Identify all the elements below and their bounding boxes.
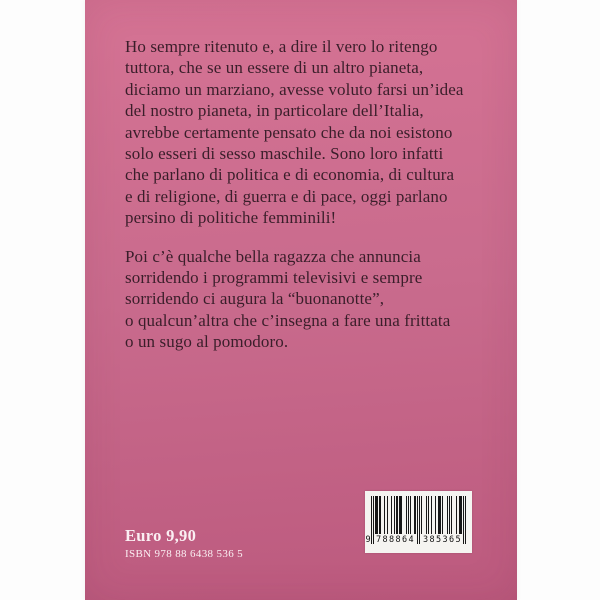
- barcode-digits: [365, 534, 472, 546]
- blurb-line: Ho sempre ritenuto e, a dire il vero lo ritengo: [125, 37, 438, 56]
- blurb-line: diciamo un marziano, avesse voluto farsi un’idea: [125, 79, 464, 99]
- blurb-paragraph-1: [125, 36, 464, 229]
- barcode-first-digit: 9: [365, 535, 371, 545]
- price-label: Euro 9,90: [125, 526, 197, 545]
- isbn-label: ISBN 978 88 6438 536 5: [125, 548, 244, 560]
- barcode-left-group: 788864: [375, 535, 416, 545]
- barcode-right-group: 385365: [422, 535, 463, 545]
- blurb-line: sorridendo i programmi televisivi e sempre: [125, 268, 423, 288]
- blurb-text: [125, 36, 464, 353]
- book-back-cover: [85, 0, 517, 600]
- blurb-line: persino di politiche femminili!: [125, 208, 337, 228]
- blurb-line: o qualcun’altra che c’insegna a fare una frittata: [125, 310, 451, 330]
- blurb-line: o un sugo al pomodoro.: [125, 332, 289, 352]
- ean13-barcode: [365, 491, 472, 553]
- blurb-line: del nostro pianeta, in particolare dell’Italia,: [125, 101, 424, 121]
- price-block: [125, 526, 243, 560]
- blurb-line: che parlano di politica e di economia, di cultura: [125, 165, 455, 185]
- blurb-line: tuttora, che se un essere di un altro pianeta,: [125, 58, 424, 78]
- blurb-line: Poi c’è qualche bella ragazza che annuncia: [125, 246, 421, 266]
- blurb-line: solo esseri di sesso maschile. Sono loro infatti: [125, 144, 444, 164]
- blurb-line: avrebbe certamente pensato che da noi esistono: [125, 122, 453, 142]
- blurb-paragraph-2: [125, 246, 464, 353]
- blurb-line: e di religione, di guerra e di pace, oggi parlano: [125, 186, 448, 206]
- blurb-line: sorridendo ci augura la “buonanotte”,: [125, 289, 385, 309]
